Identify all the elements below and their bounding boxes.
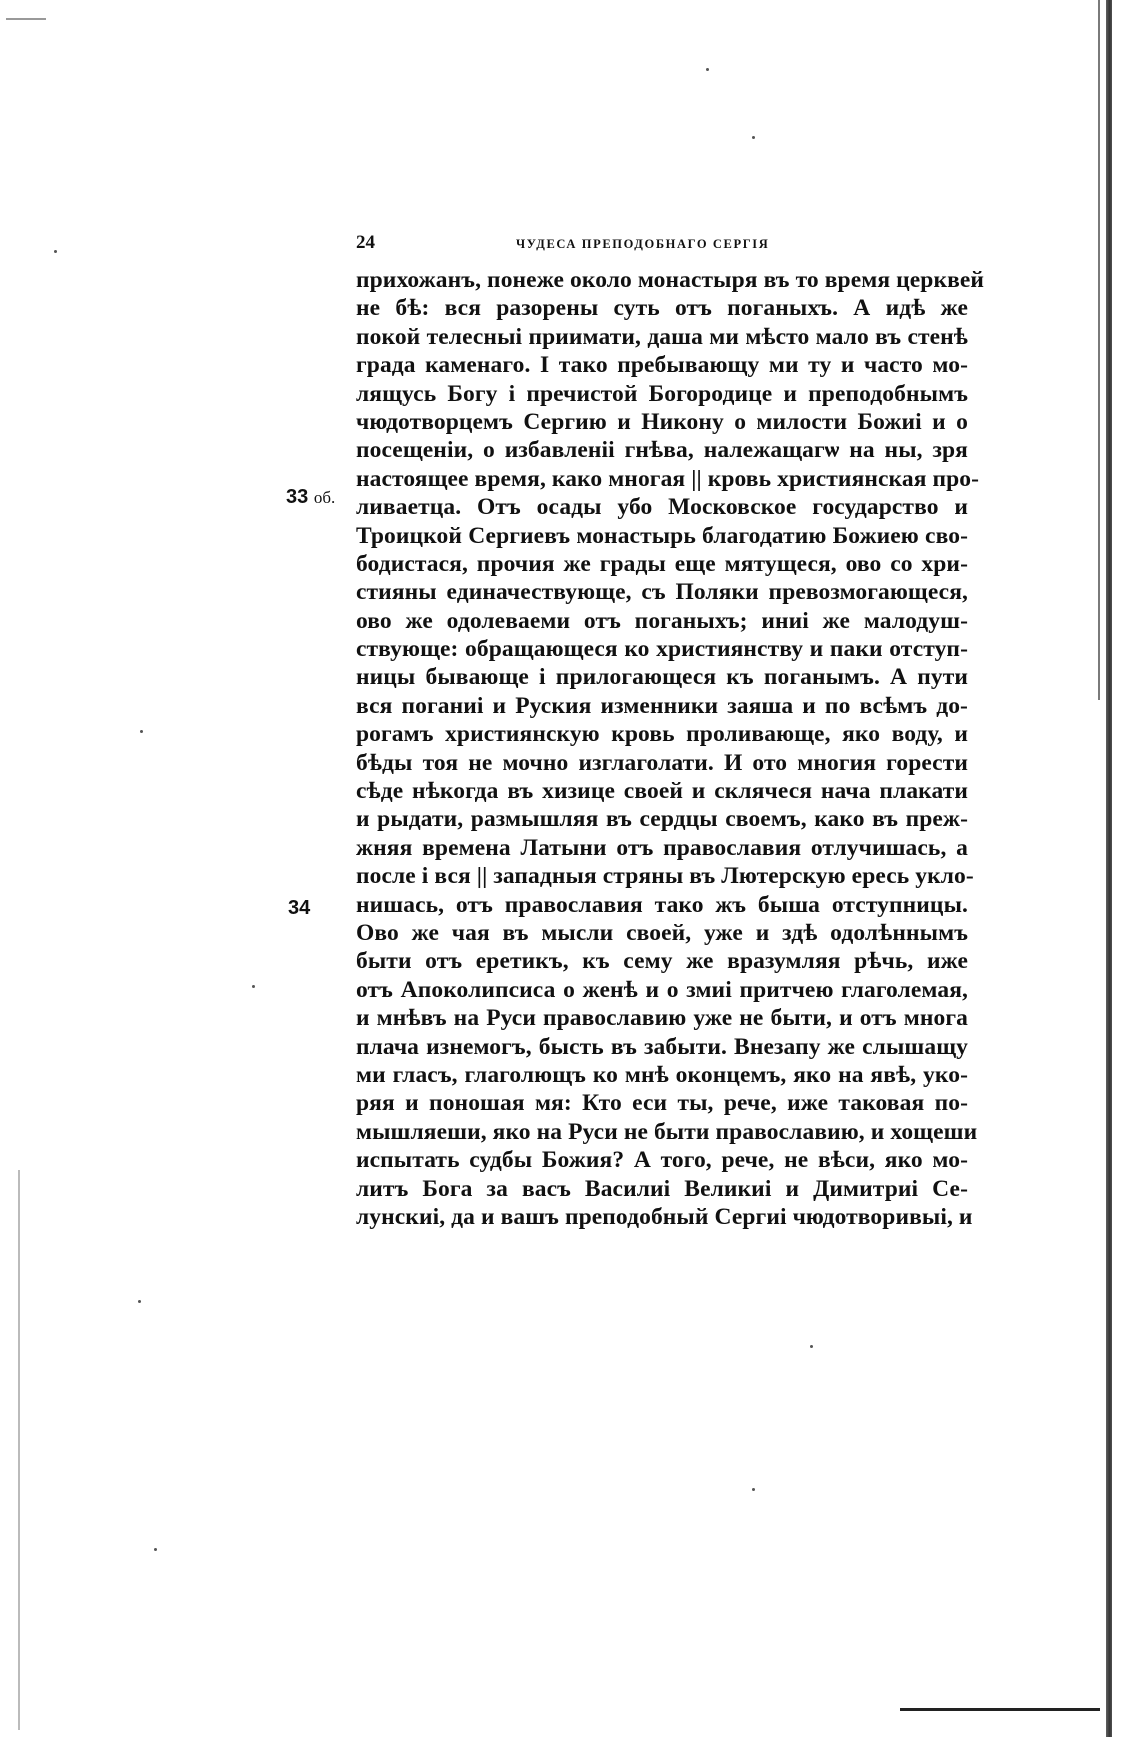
- text-line: ствующе: обращающеся ко християнству и паки отступ-: [356, 636, 968, 663]
- running-head: [356, 232, 968, 262]
- text-line: мышляеши, яко на Руси не быти православию, и хощеши: [356, 1118, 978, 1145]
- text-line: отъ Апоколипсиса о женѣ и о змиі притчею глаголемая,: [356, 976, 968, 1003]
- text-line: ливаетца. Отъ осады убо Московское государство и: [356, 494, 968, 521]
- text-line: не бѣ: вся разорены суть отъ поганыхъ. А идѣ же: [356, 295, 968, 322]
- text-line: чюдотворцемъ Сергию и Никону о милости Божиі и о: [356, 408, 968, 435]
- margin-folio-number: 34: [288, 897, 311, 919]
- text-line: нишась, отъ православия тако жъ быша отступницы.: [356, 891, 968, 918]
- scan-speck: [706, 68, 709, 71]
- text-line: быти отъ еретикъ, къ сему же вразумляя рѣчь, иже: [356, 948, 968, 975]
- scan-speck: [140, 730, 143, 733]
- scan-edge-right-thin: [1098, 0, 1100, 700]
- scan-speck: [810, 1345, 813, 1348]
- text-line: стияны единачествующе, съ Поляки превозмогающеся,: [356, 579, 968, 606]
- scan-speck: [752, 1488, 755, 1491]
- text-line: лунскиі, да и вашъ преподобный Сергиі чюдотворивыі, и: [356, 1203, 973, 1230]
- text-line: после і вся || западныя стряны въ Лютерскую ересь укло-: [356, 863, 974, 890]
- margin-folio-suffix: об.: [313, 488, 336, 507]
- running-title: ЧУДЕСА ПРЕПОДОБНАГО СЕРГІЯ: [516, 237, 770, 251]
- text-line: литъ Бога за васъ Василиі Великиі и Димитриі Се-: [356, 1175, 968, 1202]
- text-line: ми гласъ, глаголющъ ко мнѣ оконцемъ, яко на явѣ, уко-: [356, 1061, 968, 1088]
- text-line: жняя времена Латыни отъ православия отлучишась, а: [356, 834, 968, 861]
- text-line: ово же одолеваеми отъ поганыхъ; иниі же малодуш-: [356, 607, 968, 634]
- margin-folio-note-33ob: [286, 486, 335, 509]
- scan-bottom-line: [900, 1708, 1100, 1711]
- book-page: [356, 232, 985, 1231]
- text-line: рогамъ християнскую кровь проливающе, яко воду, и: [356, 721, 968, 748]
- text-line: града каменаго. І тако пребывающу ми ту и часто мо-: [356, 352, 968, 379]
- text-line: ряя и поношая мя: Кто еси ты, рече, иже таковая по-: [356, 1090, 968, 1117]
- text-line: и рыдати, размышляя въ сердцы своемъ, како въ преж-: [356, 806, 968, 833]
- text-line: вся поганиі и Руския изменники заяша и по всѣмъ до-: [356, 692, 968, 719]
- text-line: Ово же чая въ мысли своей, уже и здѣ одолѣннымъ: [356, 919, 968, 946]
- text-line: и мнѣвъ на Руси православию уже не быти, и отъ многа: [356, 1005, 968, 1032]
- margin-folio-number: 33: [286, 486, 309, 508]
- scan-artifact-corner: [6, 18, 46, 20]
- text-line: бѣды тоя не мочно изглаголати. И ото многия горести: [356, 749, 968, 776]
- text-line: посещеніи, о избавленіі гнѣва, належащагѡ на ны, зря: [356, 437, 968, 464]
- text-line: бодистася, прочия же грады еще мятущеся, ово со хри-: [356, 550, 968, 577]
- margin-folio-note-34: [288, 897, 310, 920]
- scan-speck: [154, 1548, 157, 1551]
- scan-speck: [752, 136, 755, 139]
- text-line: сѣде нѣкогда въ хизице своей и склячеся нача плакати: [356, 778, 968, 805]
- text-line: ницы бывающе і прилогающеся къ поганымъ. А пути: [356, 664, 968, 691]
- text-line: прихожанъ, понеже около монастыря въ то время церквей: [356, 267, 985, 293]
- text-line: настоящее время, како многая || кровь християнская про-: [356, 465, 980, 492]
- page-number: 24: [356, 232, 375, 253]
- scan-speck: [138, 1300, 141, 1303]
- scan-edge-right: [1106, 0, 1112, 1737]
- scan-edge-left: [18, 1170, 20, 1730]
- body-text: [356, 266, 985, 1231]
- text-line: Троицкой Сергиевъ монастырь благодатию Божиею сво-: [356, 522, 968, 549]
- text-line: покой телесныі приимати, даша ми мѣсто мало въ стенѣ: [356, 323, 968, 350]
- text-line: лящусь Богу і пречистой Богородице и преподобнымъ: [356, 380, 968, 407]
- scan-speck: [252, 985, 255, 988]
- text-line: испытать судбы Божия? А того, рече, не вѣси, яко мо-: [356, 1147, 968, 1174]
- text-line: плача изнемогъ, бысть въ забыти. Внезапу же слышащу: [356, 1033, 968, 1060]
- scan-speck: [54, 250, 57, 253]
